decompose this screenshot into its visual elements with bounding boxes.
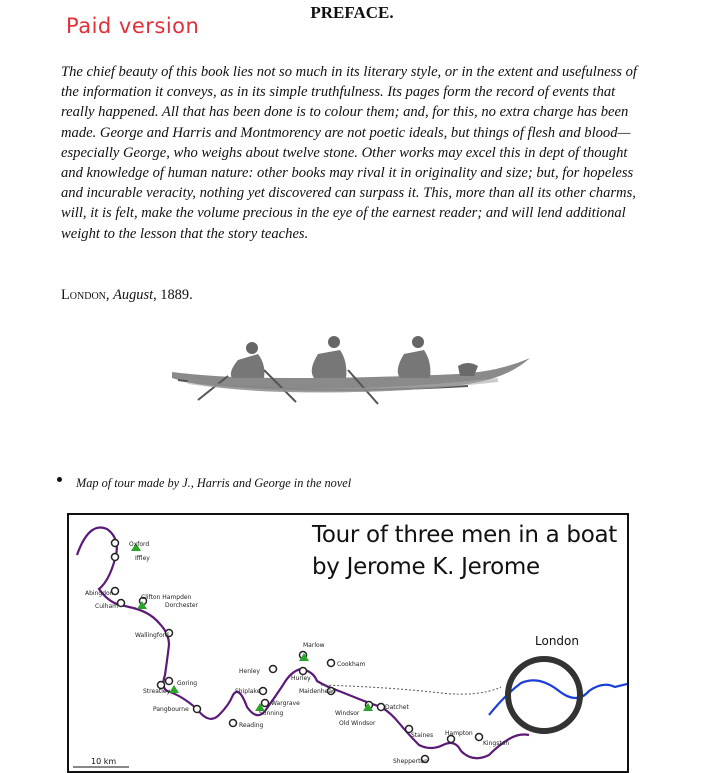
place-shepperton: Shepperton [393, 758, 428, 765]
place-streatley: Streatley [143, 688, 171, 695]
place-pangbourne: Pangbourne [153, 706, 189, 713]
paid-version-stamp: Paid version [66, 14, 200, 38]
page-title [0, 3, 704, 23]
place-abingdon: Abingdon [85, 590, 114, 597]
river-route-svg [69, 515, 629, 773]
trip-dotted-line [321, 685, 501, 694]
heading-text: PREFACE. [310, 3, 394, 22]
place-old-windsor: Old Windsor [339, 720, 376, 727]
place-reading: Reading [239, 722, 264, 729]
dateline-place: London [61, 287, 106, 303]
dateline: London, August, 1889. [61, 287, 193, 303]
place-wallingford: Wallingford [135, 632, 169, 639]
place-dorchester: Dorchester [165, 602, 199, 609]
place-oxford: Oxford [129, 541, 150, 548]
preface-paragraph: The chief beauty of this book lies not so much in its literary style, or in the extent and usefulness of the information it conveys, as in its simple truthfulness. Its pages form the record of events that really happened. All that has been done is to colour them; and, for this, no extra charge has been made. George and Harris and Montmorency are not poetic ideals, but things of flesh and blood—especially George, who weighs about twelve stone. Other works may excel this in dept of thought and knowledge of human nature: other books may rival it in originality and size; but, for hopeless and incurable veracity, nothing yet discovered can surpass it. This, more than all its other charms, will, it is felt, make the volume precious in the eye of the earnest reader; and will lend additional weight to the lesson that the story teaches. [61, 64, 637, 242]
place-datchet: Datchet [385, 704, 409, 711]
place-hampton: Hampton [445, 730, 473, 737]
place-culham: Culham [95, 603, 118, 610]
place-shiplake: Shiplake [235, 688, 261, 695]
london-highlight-circle [508, 659, 580, 731]
place-maidenhead: Maidenhead [299, 688, 336, 695]
place-windsor: Windsor [335, 710, 360, 717]
place-clifton: Clifton Hampden [141, 594, 192, 601]
place-staines: Staines [411, 732, 434, 739]
place-henley: Henley [239, 668, 260, 675]
boat-illustration [168, 320, 532, 408]
map-caption: Map of tour made by J., Harris and George in the novel [76, 476, 352, 490]
tour-map [67, 513, 629, 773]
place-wargrave: Wargrave [271, 700, 300, 707]
dateline-year: , 1889. [153, 287, 193, 303]
place-goring: Goring [177, 680, 198, 687]
place-hurley: Hurley [291, 675, 311, 682]
place-kingston: Kingston [483, 740, 510, 747]
place-cookham: Cookham [337, 661, 366, 668]
map-title-line2: by Jerome K. Jerome [312, 554, 540, 580]
scale-label: 10 km [91, 757, 117, 766]
dateline-date: August [113, 287, 154, 303]
place-sonning: Sonning [259, 710, 284, 717]
place-marlow: Marlow [303, 642, 325, 649]
map-title-line1: Tour of three men in a boat [312, 522, 618, 548]
bullet-point [57, 477, 62, 482]
place-iffley: Iffley [135, 555, 150, 562]
london-label: London [535, 634, 579, 648]
